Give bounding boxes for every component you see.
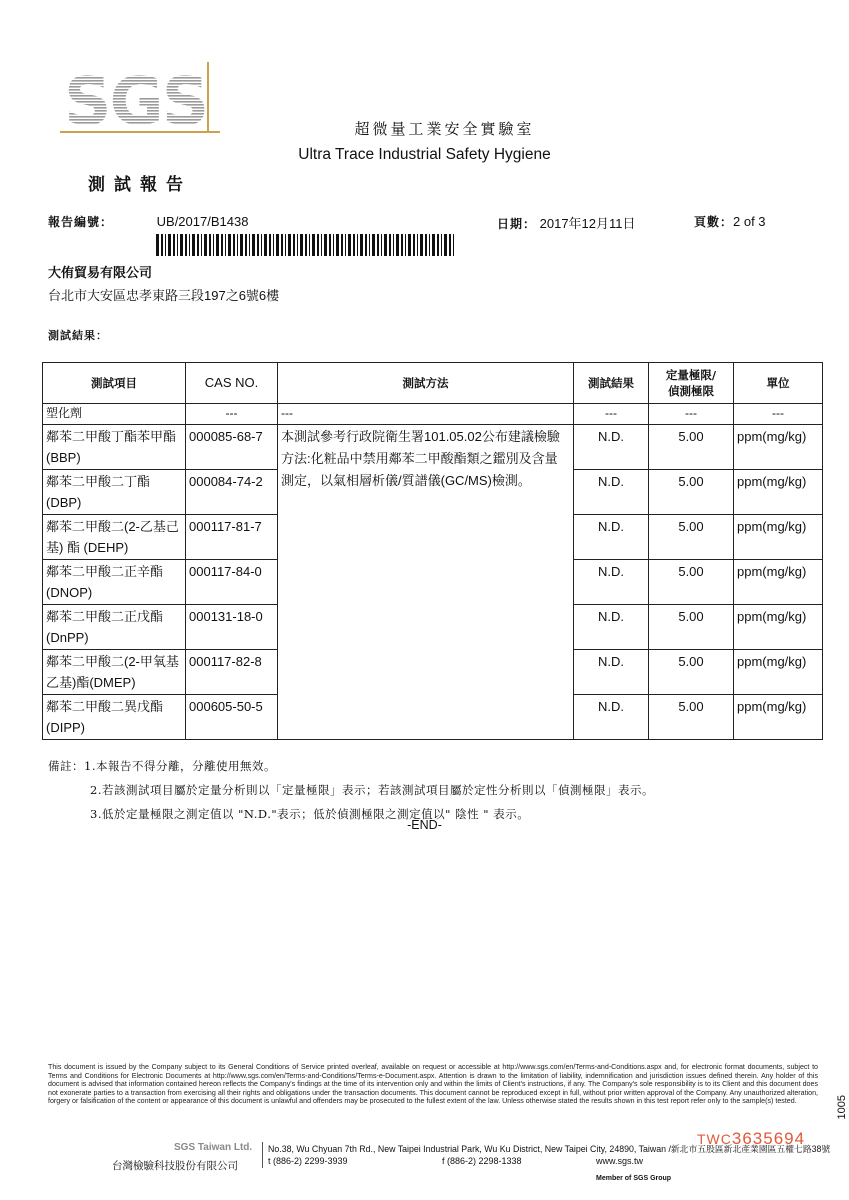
page-count-label: 頁數： (694, 215, 734, 229)
footer-tel: t (886-2) 2299-3939 (268, 1156, 348, 1166)
test-result: N.D. (574, 695, 649, 740)
page-count (694, 213, 766, 230)
category-row (43, 404, 823, 425)
serial-prefix: TWC (697, 1131, 732, 1147)
footer-fax: f (886-2) 2298-1338 (442, 1156, 522, 1166)
end-marker: -END- (407, 818, 442, 832)
limit-value: 5.00 (649, 425, 734, 470)
limit-value: 5.00 (649, 695, 734, 740)
header-limit-text: 定量極限/ 偵測極限 (665, 368, 717, 398)
header-cas-no: CAS NO. (186, 363, 278, 404)
results-label: 測試結果： (48, 329, 108, 342)
cas-number: 000605-50-5 (186, 695, 278, 740)
test-item: 鄰苯二甲酸二正戊酯(DnPP) (43, 605, 186, 650)
barcode (156, 234, 456, 256)
report-date-label: 日期： (497, 217, 537, 231)
footer-member: Member of SGS Group (596, 1175, 672, 1182)
unit-value: ppm(mg/kg) (734, 695, 823, 740)
lab-name-en: Ultra Trace Industrial Safety Hygiene (298, 146, 551, 163)
report-number (48, 213, 248, 230)
test-result: N.D. (574, 560, 649, 605)
header-test-result: 測試結果 (574, 363, 649, 404)
unit-value: ppm(mg/kg) (734, 560, 823, 605)
note-1: 備註：1.本報告不得分離，分離使用無效。 (48, 759, 276, 773)
test-item: 鄰苯二甲酸丁酯苯甲酯(BBP) (43, 425, 186, 470)
unit-value: ppm(mg/kg) (734, 515, 823, 560)
unit-value: ppm(mg/kg) (734, 605, 823, 650)
lab-name-cn: 超微量工業安全實驗室 (354, 120, 535, 138)
notes (48, 754, 654, 826)
footer-web: www.sgs.tw (596, 1156, 644, 1166)
unit-value: ppm(mg/kg) (734, 425, 823, 470)
side-number: 1005 (836, 1095, 848, 1120)
limit-value: 5.00 (649, 560, 734, 605)
cas-number: 000117-81-7 (186, 515, 278, 560)
page-count-value: 2 of 3 (733, 214, 766, 229)
report-number-label: 報告編號： (48, 215, 114, 229)
category-cas: --- (186, 404, 278, 425)
cas-number: 000131-18-0 (186, 605, 278, 650)
limit-value: 5.00 (649, 605, 734, 650)
footer-sgs-taiwan: SGS Taiwan Ltd. (174, 1142, 253, 1153)
footer-address: No.38, Wu Chyuan 7th Rd., New Taipei Industrial Park, Wu Ku District, New Taipei City, 24890, Taiwan /新北市五股區新北產業園區五權七路38號 (268, 1144, 831, 1154)
test-item: 鄰苯二甲酸二(2-乙基己基) 酯 (DEHP) (43, 515, 186, 560)
svg-text:SGS: SGS (64, 63, 208, 140)
table-header-row (43, 363, 823, 404)
unit-value: ppm(mg/kg) (734, 650, 823, 695)
report-date-value: 2017年12月11日 (539, 216, 636, 231)
client-company: 大侑貿易有限公司 (48, 265, 153, 280)
header-test-item: 測試項目 (43, 363, 186, 404)
header-test-method: 測試方法 (278, 363, 574, 404)
unit-value: ppm(mg/kg) (734, 470, 823, 515)
header-unit: 單位 (734, 363, 823, 404)
test-result: N.D. (574, 425, 649, 470)
report-date (497, 213, 636, 232)
category-name: 塑化劑 (43, 404, 186, 425)
test-item: 鄰苯二甲酸二(2-甲氧基乙基)酯(DMEP) (43, 650, 186, 695)
test-result: N.D. (574, 515, 649, 560)
test-method: 本測試參考行政院衛生署101.05.02公布建議檢驗方法:化粧品中禁用鄰苯二甲酸酯類之鑑別及含量測定，以氣相層析儀/質譜儀(GC/MS)檢測。 (278, 425, 574, 740)
table-row (43, 425, 823, 470)
cas-number: 000085-68-7 (186, 425, 278, 470)
test-result: N.D. (574, 605, 649, 650)
category-limit: --- (649, 404, 734, 425)
footer-divider (262, 1142, 263, 1168)
category-result: --- (574, 404, 649, 425)
test-result: N.D. (574, 650, 649, 695)
limit-value: 5.00 (649, 650, 734, 695)
results-table (42, 362, 823, 740)
test-result: N.D. (574, 470, 649, 515)
legal-disclaimer: This document is issued by the Company subject to its General Conditions of Service printed overleaf, available on request or accessible at http://www.sgs.com/en/Terms-and-Conditions.aspx and, for electronic format documents, subject to Terms and Conditions for Electronic Documents at http://www.sgs.com/en/Terms-and-Conditions/Terms-e-Document.aspx. Attention is drawn to the limitation of liability, indemnification and jurisdiction issues defined therein. Any holder of this document is advised that information contained hereon reflects the Company's findings at the time of its intervention only and within the limits of Client's instructions, if any. The Company's sole responsibility is to its Client and this document does not exonerate parties to a transaction from exercising all their rights and obligations under the transaction documents. This document cannot be reproduced except in full, without prior written approval of the Company. Any unauthorized alteration, forgery or falsification of the content or appearance of this document is unlawful and offenders may be prosecuted to the fullest extent of the law. Unless otherwise stated the results shown in this test report refer only to the sample(s) tested. (48, 1063, 818, 1106)
category-method: --- (278, 404, 574, 425)
note-3: 3.低於定量極限之測定值以 "N.D."表示；低於偵測極限之測定值以" 陰性 " 表示。 (90, 807, 530, 821)
category-unit: --- (734, 404, 823, 425)
test-item: 鄰苯二甲酸二丁酯(DBP) (43, 470, 186, 515)
test-item: 鄰苯二甲酸二異戊酯(DIPP) (43, 695, 186, 740)
cas-number: 000084-74-2 (186, 470, 278, 515)
serial-digits: 3635694 (731, 1129, 806, 1148)
document-title: 測試報告 (88, 175, 192, 195)
footer-company-cn: 台灣檢驗科技股份有限公司 (112, 1160, 238, 1172)
serial-number (697, 1129, 805, 1149)
report-number-value: UB/2017/B1438 (156, 214, 249, 229)
limit-value: 5.00 (649, 515, 734, 560)
limit-value: 5.00 (649, 470, 734, 515)
cas-number: 000117-84-0 (186, 560, 278, 605)
note-2: 2.若該測試項目屬於定量分析則以「定量極限」表示；若該測試項目屬於定性分析則以「偵測極限」表示。 (90, 783, 654, 797)
client-address: 台北市大安區忠孝東路三段197之6號6樓 (48, 288, 280, 303)
cas-number: 000117-82-8 (186, 650, 278, 695)
test-item: 鄰苯二甲酸二正辛酯(DNOP) (43, 560, 186, 605)
header-limit (649, 363, 734, 404)
